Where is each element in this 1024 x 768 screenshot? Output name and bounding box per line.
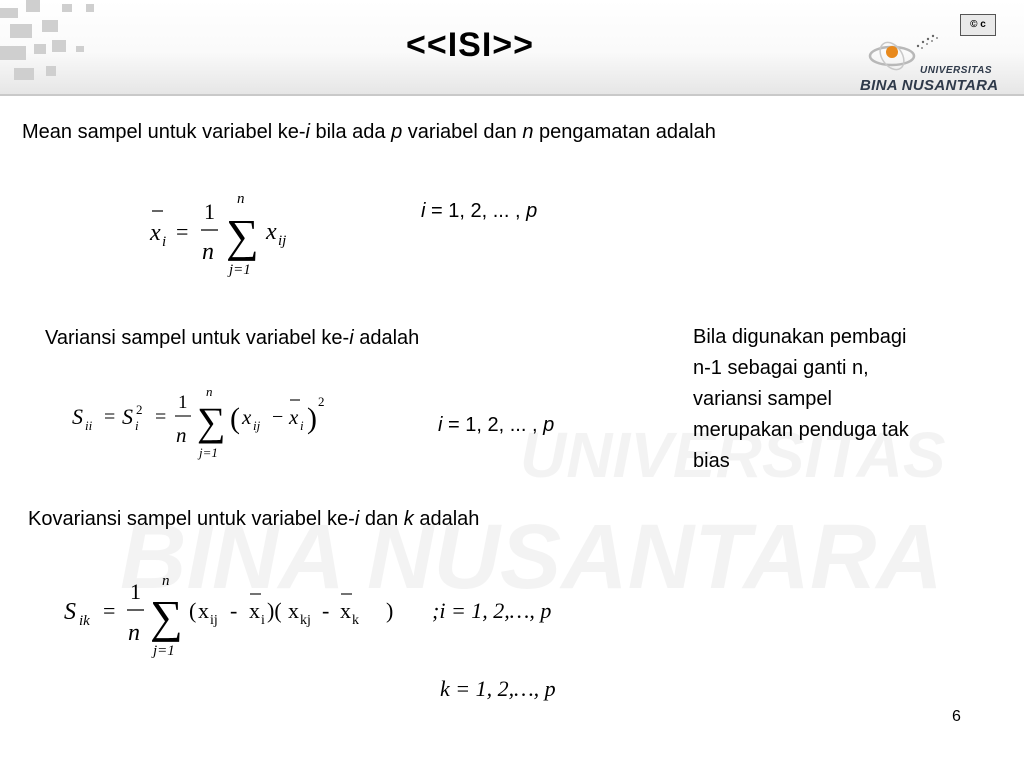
svg-text:j=1: j=1 xyxy=(153,643,175,659)
variance-index-range: i = 1, 2, ... , p xyxy=(438,414,555,436)
svg-text:=: = xyxy=(155,406,167,428)
svg-text:∑: ∑ xyxy=(226,210,259,261)
svg-text:∑: ∑ xyxy=(197,399,226,444)
svg-text:kj: kj xyxy=(300,613,311,628)
svg-text:ii: ii xyxy=(85,418,93,433)
svg-text:): ) xyxy=(386,598,394,623)
svg-text:x: x xyxy=(340,598,351,623)
svg-text:=: = xyxy=(176,219,189,244)
svg-text:ik: ik xyxy=(79,613,90,629)
svg-text:1: 1 xyxy=(204,199,215,224)
logo-text-universitas: UNIVERSITAS xyxy=(920,65,992,76)
svg-text:n: n xyxy=(206,384,213,399)
svg-text:x: x xyxy=(150,220,161,246)
svg-text:x: x xyxy=(266,219,277,245)
svg-text:S: S xyxy=(122,404,133,429)
svg-text:(: ( xyxy=(230,402,240,435)
svg-text:j=1: j=1 xyxy=(229,262,251,278)
slide-title: <<ISI>> xyxy=(406,26,534,64)
svg-text:): ) xyxy=(307,402,317,435)
svg-text:i: i xyxy=(261,613,265,628)
creative-commons-badge: © c xyxy=(960,14,996,36)
svg-text:x: x xyxy=(289,405,299,429)
svg-text:S: S xyxy=(72,404,83,429)
svg-text:k = 1, 2,…, p: k = 1, 2,…, p xyxy=(440,676,556,701)
svg-text:x: x xyxy=(242,405,252,429)
svg-text:ij: ij xyxy=(278,233,287,249)
svg-text:x: x xyxy=(198,598,209,623)
svg-text:;i = 1, 2,…, p: ;i = 1, 2,…, p xyxy=(432,598,552,623)
svg-text:i: i xyxy=(300,418,304,433)
svg-text:=: = xyxy=(104,406,116,428)
svg-text:ij: ij xyxy=(253,418,261,433)
svg-text:n: n xyxy=(202,239,214,265)
svg-text:−: − xyxy=(272,406,284,428)
svg-text:-: - xyxy=(230,598,238,623)
variance-note: Bila digunakan pembagi n-1 sebagai ganti n, variansi sampel merupakan penduga tak bias xyxy=(693,326,909,472)
logo-text-bina-nusantara: BINA NUSANTARA xyxy=(860,77,999,94)
svg-text:i: i xyxy=(135,418,139,433)
svg-text:=: = xyxy=(103,598,116,623)
variance-formula xyxy=(70,380,340,465)
mean-formula xyxy=(140,185,310,280)
svg-text:)(: )( xyxy=(267,598,282,623)
svg-text:2: 2 xyxy=(318,394,325,409)
svg-text:n: n xyxy=(128,620,140,646)
svg-text:n: n xyxy=(176,423,187,447)
svg-text:1: 1 xyxy=(130,579,141,604)
covariance-intro: Kovariansi sampel untuk variabel ke-i dan k adalah xyxy=(28,508,480,530)
covariance-k-range xyxy=(438,668,608,708)
page-number: 6 xyxy=(952,708,961,725)
svg-text:n: n xyxy=(237,191,245,207)
svg-text:n: n xyxy=(162,573,170,589)
svg-text:1: 1 xyxy=(178,392,188,413)
header-rule xyxy=(0,94,1024,96)
svg-text:x: x xyxy=(249,598,260,623)
svg-text:2: 2 xyxy=(136,402,143,417)
covariance-formula xyxy=(60,568,600,663)
svg-text:-: - xyxy=(322,598,330,623)
svg-text:ij: ij xyxy=(210,613,218,628)
svg-text:∑: ∑ xyxy=(150,591,183,642)
mean-intro: Mean sampel untuk variabel ke-i bila ada p variabel dan n pengamatan adalah xyxy=(22,121,716,143)
svg-text:x: x xyxy=(288,598,299,623)
svg-text:j=1: j=1 xyxy=(199,445,218,460)
svg-text:k: k xyxy=(352,613,359,628)
svg-text:S: S xyxy=(64,599,76,625)
variance-intro: Variansi sampel untuk variabel ke-i adalah xyxy=(45,327,420,349)
mean-index-range: i = 1, 2, ... , p xyxy=(421,200,538,222)
svg-text:i: i xyxy=(162,234,167,250)
svg-text:(: ( xyxy=(189,598,197,623)
